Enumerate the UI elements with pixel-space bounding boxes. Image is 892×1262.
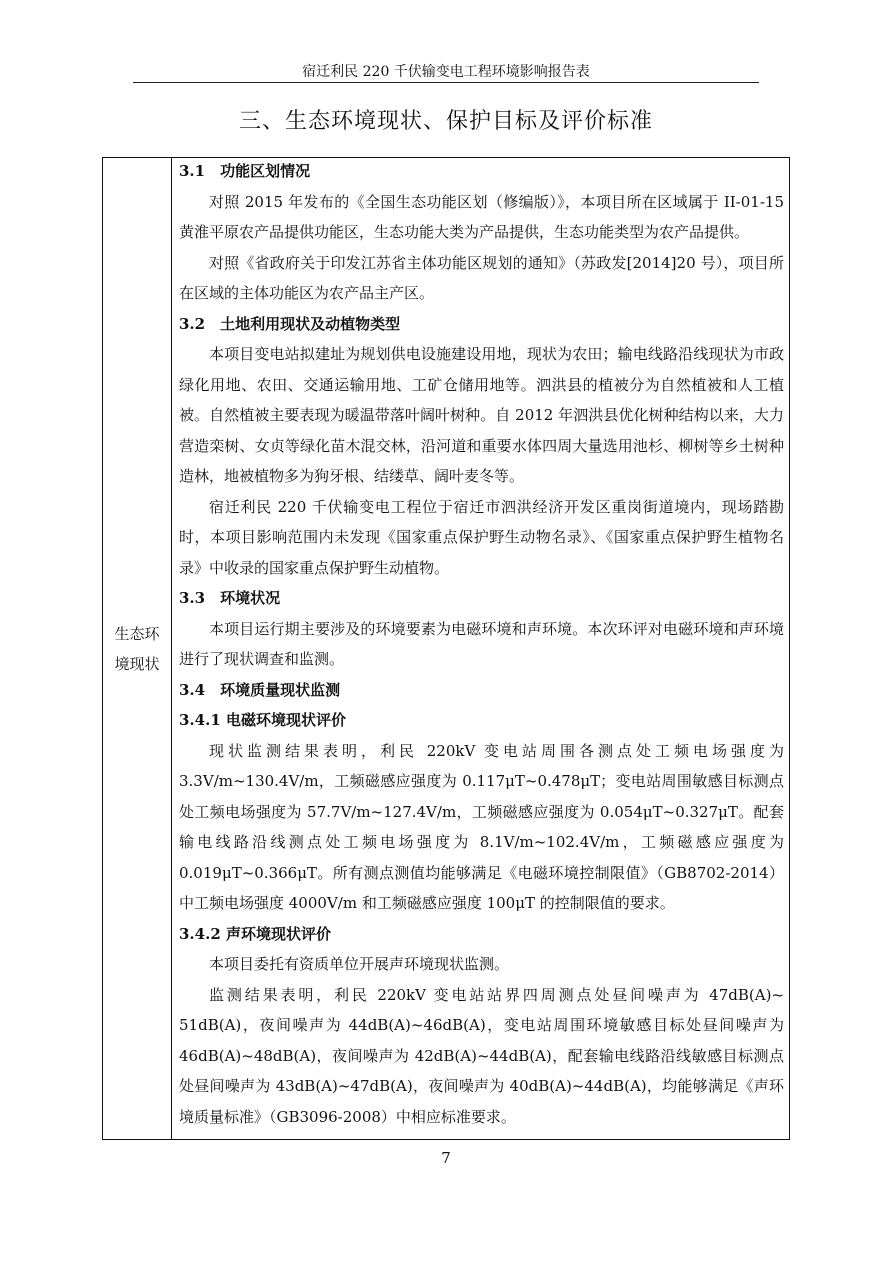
paragraph-3-4-2-a: 本项目委托有资质单位开展声环境现状监测。: [209, 955, 510, 973]
paragraph-3-1-b: 对照《省政府关于印发江苏省主体功能区规划的通知》（苏政发[2014]20 号），项目所在区域的主体功能区为农产品主产区。: [179, 253, 784, 302]
paragraph-3-1-a: 对照 2015 年发布的《全国生态功能区划（修编版）》，本项目所在区域属于 II-01-15 黄淮平原农产品提供功能区，生态功能大类为产品提供，生态功能类型为农产品提供。: [179, 192, 784, 241]
heading-3-3: 3.3 环境状况: [179, 589, 281, 607]
row-label-line-2: 境现状: [114, 655, 160, 673]
heading-3-4: 3.4 环境质量现状监测: [179, 680, 341, 699]
paragraph-3-4-1: 现状监测结果表明，利民 220kV 变电站周围各测点处工频电场强度为 3.3V/m~130.4V/m，工频磁感应强度为 0.117μT~0.478μT；变电站周围敏感目标测点处工频电场强度为 57.7V/m~127.4V/m，工频磁感应强度为 0.054μT~0.327μT。配套输电线路沿线测点处工频电场强度为 8.1V/m~102.4V/m，工频磁感应强度为 0.019μT~0.366μT。所有测点测值均能够满足《电磁环境控制限值》（GB8702-2014）中工频电场强度 4000V/m 和工频磁感应强度 100μT 的控制限值的要求。: [179, 741, 784, 912]
content-cell: [179, 156, 784, 1132]
heading-3-4-2: 3.4.2 声环境现状评价: [179, 924, 331, 943]
heading-3-2: 3.2 土地利用现状及动植物类型: [179, 314, 401, 333]
report-header-title: 宿迁利民 220 千伏输变电工程环境影响报告表: [302, 64, 590, 80]
section-title: 三、生态环境现状、保护目标及评价标准: [238, 109, 653, 134]
heading-3-1: 3.1 功能区划情况: [179, 162, 311, 180]
paragraph-3-4-2-b: 监测结果表明，利民 220kV 变电站站界四周测点处昼间噪声为 47dB(A)~ 51dB(A)，夜间噪声为 44dB(A)~46dB(A)，变电站周围环境敏感目标处昼间噪声为 46dB(A)~48dB(A)，夜间噪声为 42dB(A)~44dB(A)，配套输电线路沿线敏感目标测点处昼间噪声为 43dB(A)~47dB(A)，夜间噪声为 40dB(A)~44dB(A)，均能够满足《声环境质量标准》（GB3096-2008）中相应标准要求。: [179, 985, 784, 1126]
row-label-line-1: 生态环: [114, 625, 160, 643]
content-table: [102, 157, 790, 1140]
paragraph-3-2-b: 宿迁利民 220 千伏输变电工程位于宿迁市泗洪经济开发区重岗街道境内，现场踏勘时，本项目影响范围内未发现《国家重点保护野生动物名录》、《国家重点保护野生植物名录》中收录的国家重点保护野生动植物。: [179, 497, 784, 577]
heading-3-4-1: 3.4.1 电磁环境现状评价: [179, 711, 346, 729]
paragraph-3-2-a: 本项目变电站拟建址为规划供电设施建设用地，现状为农田；输电线路沿线现状为市政绿化用地、农田、交通运输用地、工矿仓储用地等。泗洪县的植被分为自然植被和人工植被。自然植被主要表现为暖温带落叶阔叶树种。自 2012 年泗洪县优化树种结构以来，大力营造栾树、女贞等绿化苗木混交林，沿河道和重要水体四周大量选用池杉、柳树等乡土树种造林，地被植物多为狗牙根、结缕草、阔叶麦冬等。: [179, 345, 784, 485]
row-label: [103, 619, 171, 679]
header-rule: [133, 82, 759, 83]
paragraph-3-3: 本项目运行期主要涉及的环境要素为电磁环境和声环境。本次环评对电磁环境和声环境进行了现状调查和监测。: [179, 619, 784, 668]
page-number: 7: [441, 1149, 451, 1167]
table-column-divider: [171, 158, 172, 1139]
